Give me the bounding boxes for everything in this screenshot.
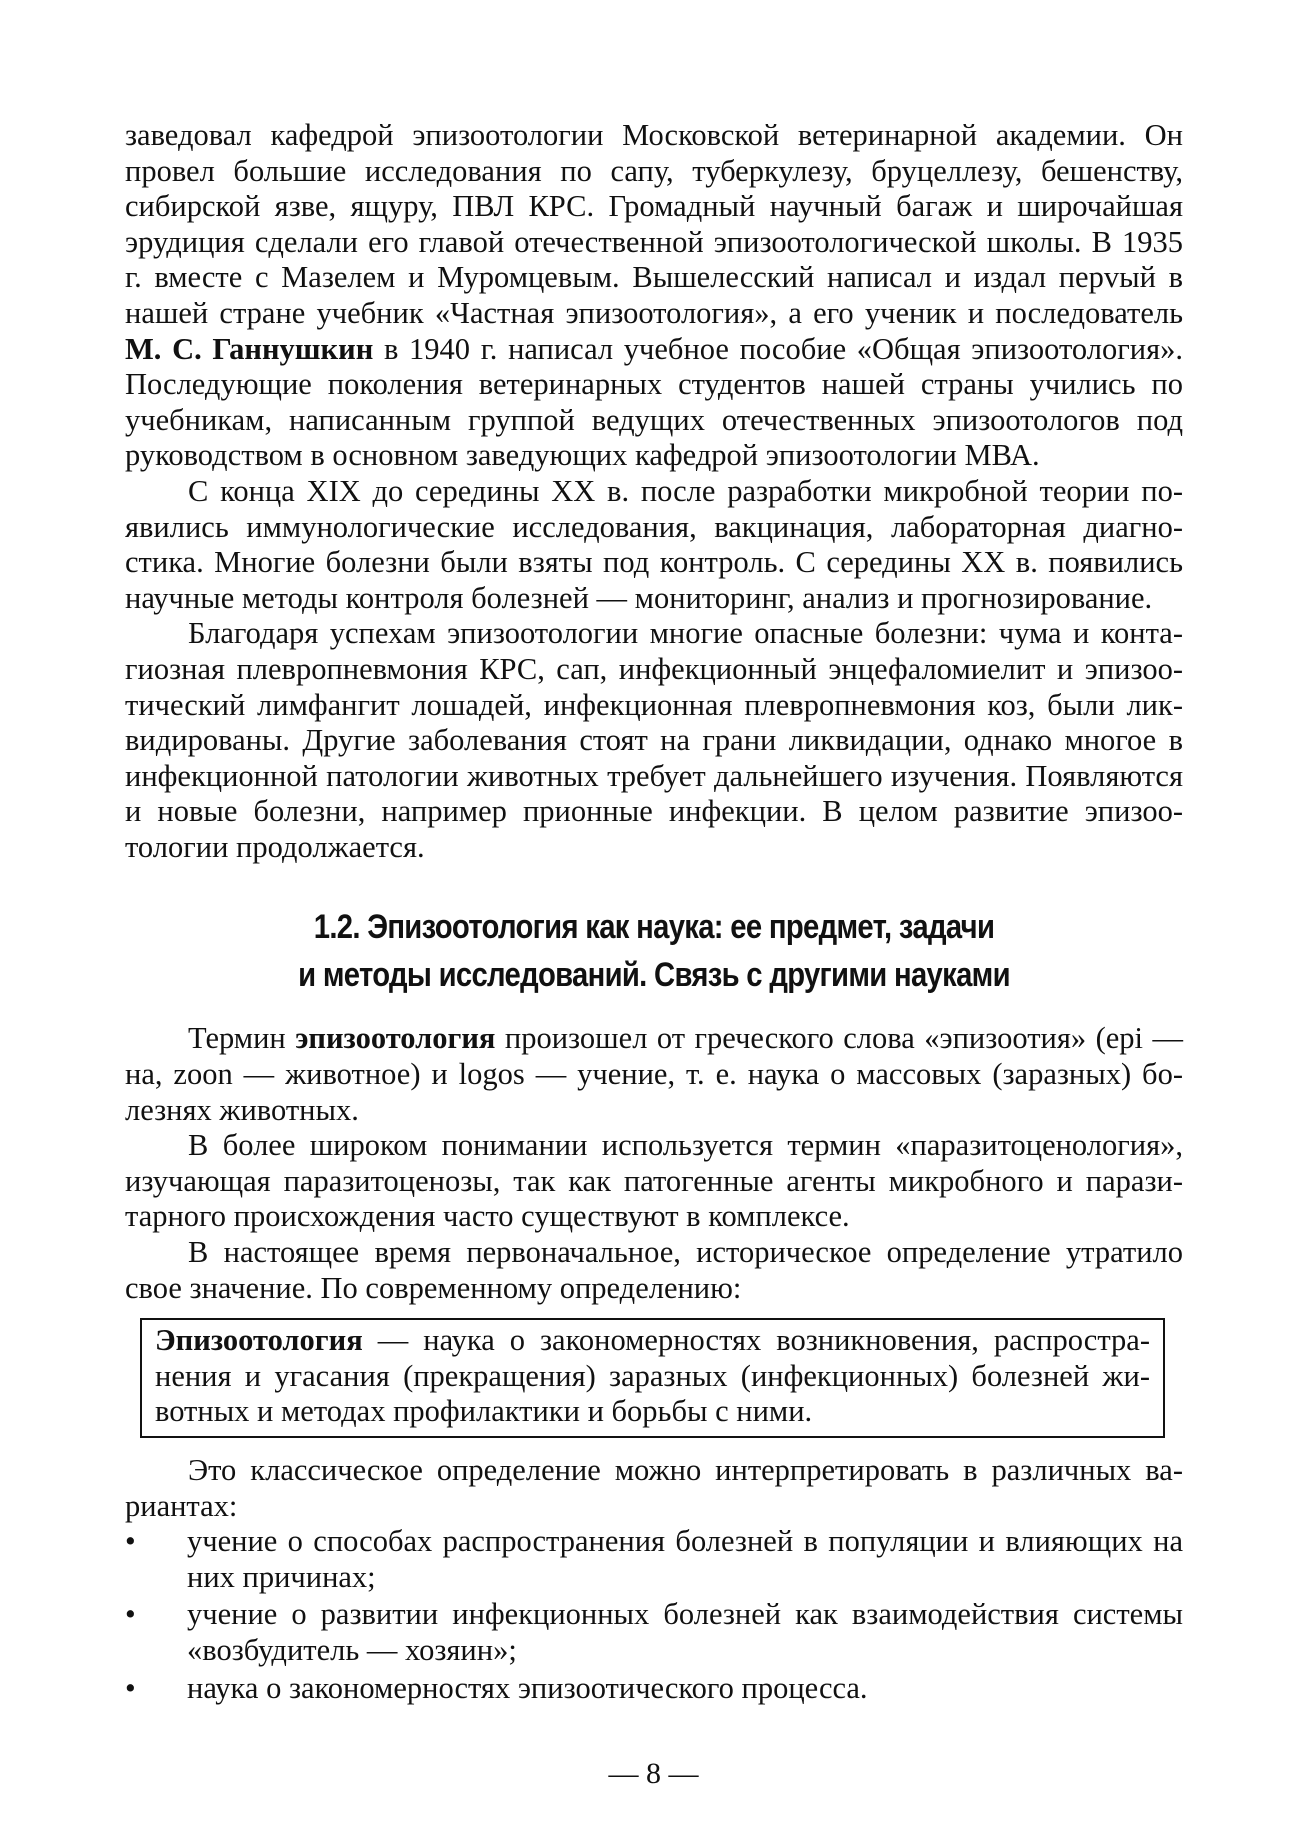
paragraph-text: произошел от греческого слова «эпизоотия» (epi — на, zoon — животное) и logos — учение, т. е. наука о массовых (заразных) болезнях животных. bbox=[125, 1021, 1183, 1127]
paragraph: Это классическое определение можно интерпретировать в различных вариантах: bbox=[125, 1453, 1183, 1523]
paragraph-text: в 1940 г. написал учебное пособие «Общая эпизоотология». Последующие поколения ветеринарных студентов нашей страны учились по учебникам, написанным группой ведущих отечественных эпизоотологов под руководством в основном заведующих кафедрой эпизоотологии МВА. bbox=[125, 331, 1183, 473]
term-bold: эпизоотология bbox=[295, 1021, 496, 1056]
section-heading bbox=[199, 903, 1109, 999]
list-item bbox=[125, 1524, 1183, 1595]
bullet-list bbox=[125, 1524, 1183, 1706]
list-item-text: учение о развитии инфекционных болезней как взаимодействия системы «возбудитель — хозяин»; bbox=[187, 1597, 1183, 1667]
list-item bbox=[125, 1597, 1183, 1668]
list-item-text: учение о способах распространения болезней в популяции и влияющих на них причинах; bbox=[187, 1524, 1183, 1594]
paragraph bbox=[125, 118, 1183, 474]
author-name-bold: М. С. Ганнушкин bbox=[125, 331, 374, 366]
definition-text bbox=[155, 1323, 1150, 1430]
definition-body: — наука о закономерностях возникновения, распространения и угасания (прекращения) заразных (инфекционных) болезней животных и методах профилактики и борьбы с ними. bbox=[155, 1323, 1150, 1429]
bullet-icon: • bbox=[125, 1524, 136, 1559]
paragraph-text: заведовал кафедрой эпизоотологии Московской ветеринарной академии. Он провел большие исследования по сапу, туберкулезу, бруцеллезу, бешенству, сибирской язве, ящуру, ПВЛ КРС. Громадный научный багаж и широчайшая эрудиция сделали его главой отечественной эпизоотологической школы. В 1935 г. вместе с Мазелем и Муромцевым. Вышелесский написал и издал перvый в нашей стране учебник «Частная эпизоотология», а его ученик и последователь bbox=[125, 118, 1183, 330]
bullet-icon: • bbox=[125, 1597, 136, 1632]
paragraph: С конца XIX до середины XX в. после разработки микробной теории появились иммунологические исследования, вакцинация, лабораторная диагностика. Многие болезни были взяты под контроль. С середины XX в. появились научные методы контроля болезней — мониторинг, анализ и прогнозирование. bbox=[125, 473, 1183, 615]
paragraph: Благодаря успехам эпизоотологии многие опасные болезни: чума и контагиозная плевропневмония КРС, сап, инфекционный энцефаломиелит и эпизоотический лимфангит лошадей, инфекционная плевропневмония коз, были ликвидированы. Другие заболевания стоят на грани ликвидации, однако многое в инфекционной патологии животных требует дальнейшего изучения. Появляются и новые болезни, например прионные инфекции. В целом развитие эпизоотологии продолжается. bbox=[125, 616, 1183, 864]
page-body bbox=[125, 118, 1183, 1708]
paragraph: В настоящее время первоначальное, историческое определение утратило свое значение. По современному определению: bbox=[125, 1235, 1183, 1305]
list-item-text: наука о закономерностях эпизоотического процесса. bbox=[187, 1670, 868, 1705]
section-heading-line-2: и методы исследований. Связь с другими науками bbox=[298, 956, 1010, 995]
bullet-icon: • bbox=[125, 1670, 136, 1705]
section-heading-line-1: 1.2. Эпизоотология как наука: ее предмет, задачи bbox=[313, 908, 995, 947]
list-item bbox=[125, 1671, 1183, 1707]
paragraph bbox=[125, 1021, 1183, 1128]
paragraph: В более широком понимании используется термин «паразитоценология», изучающая паразитоценозы, так как патогенные агенты микробного и паразитарного происхождения часто существуют в комплексе. bbox=[125, 1128, 1183, 1234]
page-number: — 8 — bbox=[608, 1757, 699, 1790]
definition-box bbox=[140, 1318, 1165, 1438]
definition-term: Эпизоотология bbox=[155, 1323, 363, 1358]
paragraph-text: Термин bbox=[188, 1021, 296, 1056]
